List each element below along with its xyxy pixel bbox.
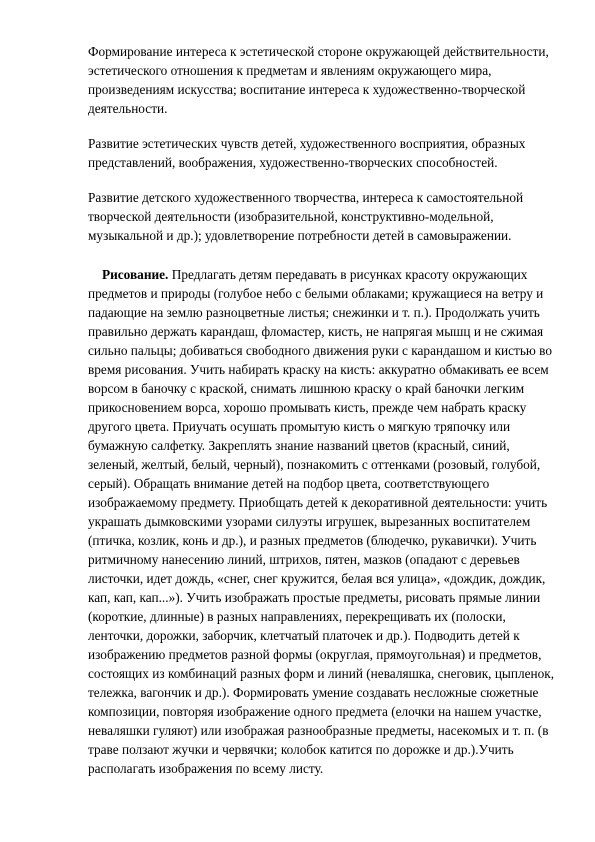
paragraph-drawing xyxy=(88,265,558,778)
document-page xyxy=(88,42,558,794)
paragraph-creativity: Развитие детского художественного творчества, интереса к самостоятельной творческой деятельности (изобразительной, конструктивно-модельной, музыкальной и др.); удовлетворение потребности детей в самовыражении. xyxy=(88,190,524,243)
paragraph-aesthetic-feelings: Развитие эстетических чувств детей, художественного восприятия, образных представлений, воображения, художественно-творческих способностей. xyxy=(88,136,526,170)
drawing-text: Предлагать детям передавать в рисунках красоту окружающих предметов и природы (голубое небо с белыми облаками; кружащиеся на ветру и падающие на землю разноцветные листья; снежинки и т. п.). Продолжать учить правильно держать карандаш, фломастер, кисть, не напрягая мышц и не сжимая сильно пальцы; добиваться свободного движения руки с карандашом и кистью во время рисования. Учить набирать краску на кисть: аккуратно обмакивать ее всем ворсом в баночку с краской, снимать лишнюю краску о край баночки легким прикосновением ворса, хорошо промывать кисть, прежде чем набрать краску другого цвета. Приучать осушать промытую кисть о мягкую тряпочку или бумажную салфетку. Закреплять знание названий цветов (красный, синий, зеленый, желтый, белый, черный), познакомить с оттенками (розовый, голубой, серый). Обращать внимание детей на подбор цвета, соответствующего изображаемому предмету. Приобщать детей к декоративной деятельности: учить украшать дымковскими узорами силуэты игрушек, вырезанных воспитателем (птичка, козлик, конь и др.), и разных предметов (блюдечко, рукавички). Учить ритмичному нанесению линий, штрихов, пятен, мазков (опадают с деревьев листочки, идет дождь, «снег, снег кружится, белая вся улица», «дождик, дождик, кап, кап, кап...»). Учить изображать простые предметы, рисовать прямые линии (короткие, длинные) в разных направлениях, перекрещивать их (полоски, ленточки, дорожки, заборчик, клетчатый платочек и др.). Подводить детей к изображению предметов разной формы (округлая, прямоугольная) и предметов, состоящих из комбинаций разных форм и линий (неваляшка, снеговик, цыпленок, тележка, вагончик и др.). Формировать умение создавать несложные сюжетные композиции, повторяя изображение одного предмета (елочки на нашем участке, неваляшки гуляют) или изображая разнообразные предметы, насекомых и т. п. (в траве ползают жучки и червячки; колобок катится по дорожке и др.).Учить располагать изображения по всему листу. xyxy=(88,267,555,776)
drawing-heading: Рисование. xyxy=(102,267,169,282)
paragraph-aesthetic-interest: Формирование интереса к эстетической стороне окружающей действительности, эстетического отношения к предметам и явлениям окружающего мира, произведениям искусства; воспитание интереса к художественно-творческой деятельности. xyxy=(88,44,549,116)
